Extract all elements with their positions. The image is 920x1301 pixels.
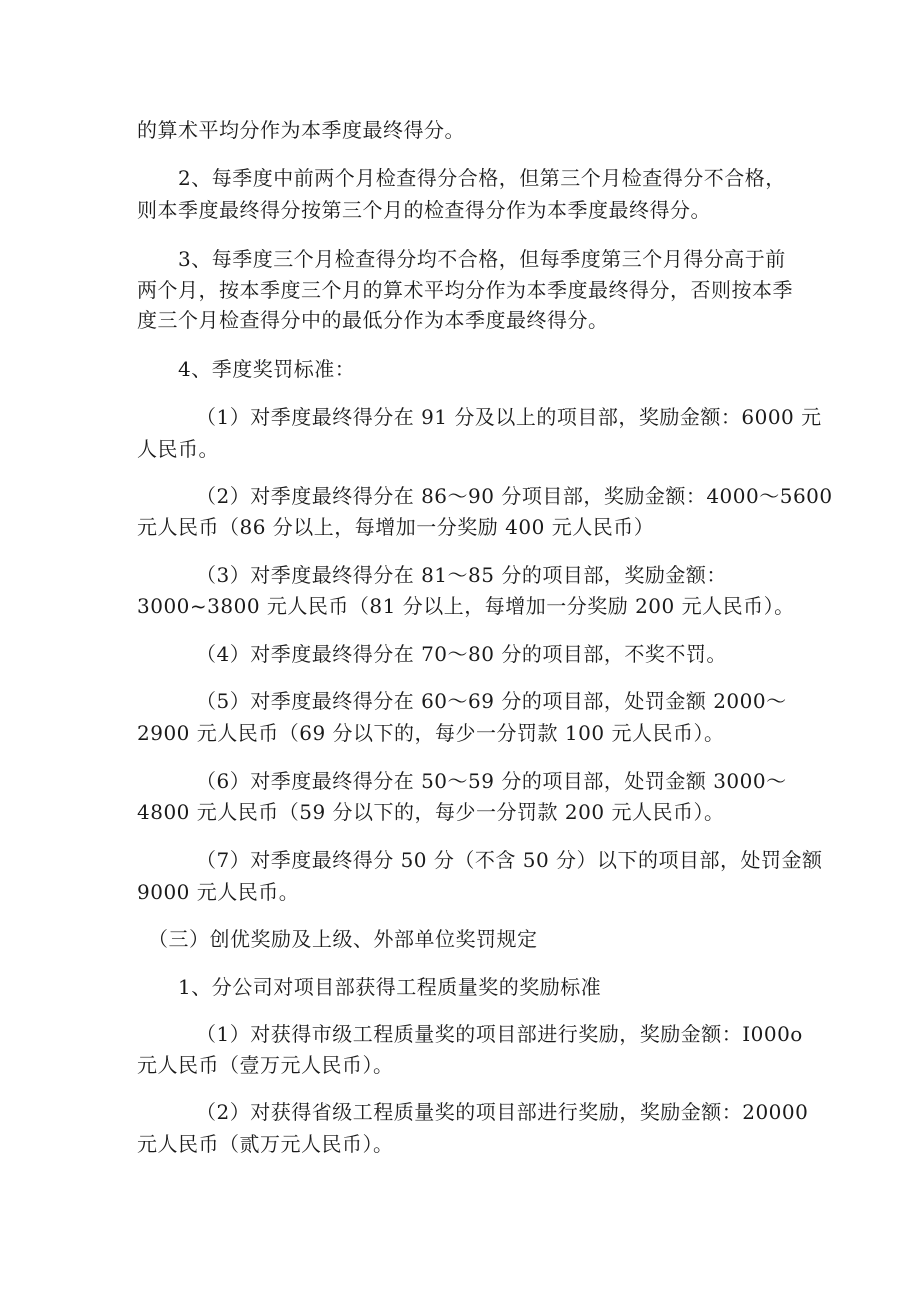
paragraph-line: 9000 元人民币。: [137, 880, 300, 904]
paragraph-line: 两个月，按本季度三个月的算术平均分作为本季度最终得分，否则按本季: [137, 278, 793, 302]
paragraph-line: 度三个月检查得分中的最低分作为本季度最终得分。: [137, 308, 609, 332]
paragraph-line: 3000~3800 元人民币（81 分以上，每增加一分奖励 200 元人民币）。: [137, 594, 795, 618]
paragraph-line: 人民币。: [137, 437, 219, 461]
paragraph-line: （1）对获得市级工程质量奖的项目部进行奖励，奖励金额：I000o: [196, 1022, 803, 1046]
paragraph-line: （1）对季度最终得分在 91 分及以上的项目部，奖励金额：6000 元: [196, 405, 822, 429]
paragraph-line: 元人民币（壹万元人民币）。: [137, 1053, 394, 1077]
paragraph-line: 元人民币（86 分以上，每增加一分奖励 400 元人民币）: [137, 515, 655, 539]
paragraph-line: 则本季度最终得分按第三个月的检查得分作为本季度最终得分。: [137, 198, 711, 222]
paragraph-line: （4）对季度最终得分在 70～80 分的项目部，不奖不罚。: [196, 642, 727, 666]
paragraph-line: 3、每季度三个月检查得分均不合格，但每季度第三个月得分高于前: [178, 247, 786, 271]
section-heading: 1、分公司对项目部获得工程质量奖的奖励标准: [178, 975, 602, 999]
paragraph-line: 2、每季度中前两个月检查得分合格，但第三个月检查得分不合格，: [178, 166, 786, 190]
paragraph-line: （2）对获得省级工程质量奖的项目部进行奖励，奖励金额：20000: [196, 1100, 809, 1124]
paragraph-line: （6）对季度最终得分在 50～59 分的项目部，处罚金额 3000～: [196, 769, 787, 793]
paragraph-line: 4800 元人民币（59 分以下的，每少一分罚款 200 元人民币）。: [137, 800, 725, 824]
paragraph-line: 的算术平均分作为本季度最终得分。: [137, 118, 465, 142]
paragraph-line: 2900 元人民币（69 分以下的，每少一分罚款 100 元人民币）。: [137, 721, 725, 745]
paragraph-line: 元人民币（贰万元人民币）。: [137, 1132, 394, 1156]
section-heading: 4、季度奖罚标准：: [178, 357, 356, 381]
section-heading: （三）创优奖励及上级、外部单位奖罚规定: [148, 927, 538, 951]
paragraph-line: （7）对季度最终得分 50 分（不含 50 分）以下的项目部，处罚金额: [196, 848, 823, 872]
paragraph-line: （2）对季度最终得分在 86～90 分项目部，奖励金额：4000～5600: [196, 484, 833, 508]
paragraph-line: （5）对季度最终得分在 60～69 分的项目部，处罚金额 2000～: [196, 689, 787, 713]
paragraph-line: （3）对季度最终得分在 81～85 分的项目部，奖励金额：: [196, 563, 727, 587]
